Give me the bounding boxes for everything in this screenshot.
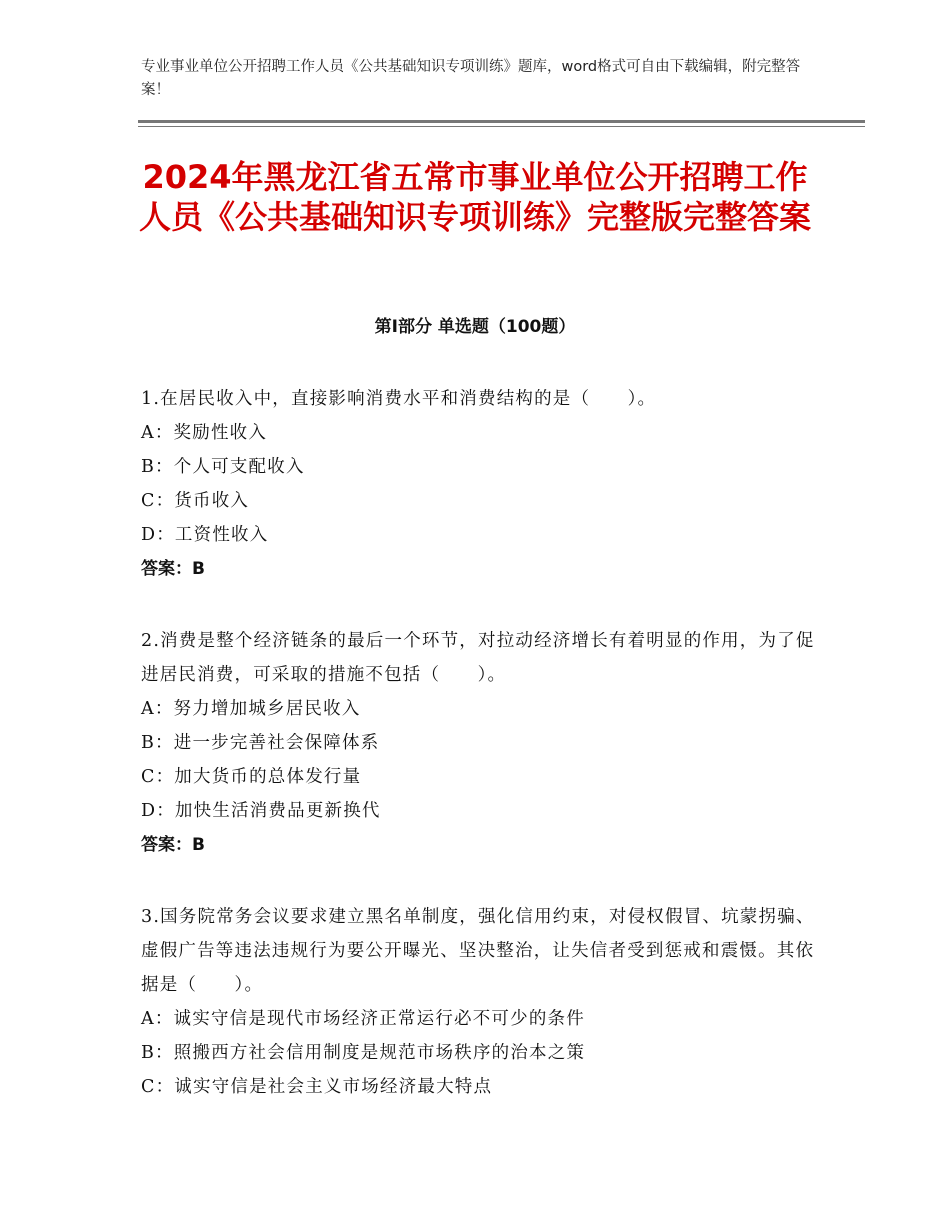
option-d: D：加快生活消费品更新换代 — [141, 801, 381, 821]
question-list — [141, 382, 821, 1142]
option-c: C：加大货币的总体发行量 — [141, 767, 362, 787]
question-2 — [141, 624, 821, 862]
option-b: B：个人可支配收入 — [141, 457, 305, 477]
option-a: A：奖励性收入 — [141, 423, 268, 443]
question-text: 3.国务院常务会议要求建立黑名单制度，强化信用约束，对侵权假冒、坑蒙拐骗、虚假广告等违法违规行为要公开曝光、坚决整治，让失信者受到惩戒和震慑。其依据是（ ）。 — [141, 907, 815, 995]
question-text: 2.消费是整个经济链条的最后一个环节，对拉动经济增长有着明显的作用，为了促进居民消费，可采取的措施不包括（ ）。 — [141, 631, 815, 685]
option-b: B：进一步完善社会保障体系 — [141, 733, 380, 753]
section-title: 第Ⅰ部分 单选题（100题） — [374, 317, 576, 337]
option-b: B：照搬西方社会信用制度是规范市场秩序的治本之策 — [141, 1043, 586, 1063]
question-text: 1.在居民收入中，直接影响消费水平和消费结构的是（ ）。 — [141, 389, 657, 409]
document-title: 2024年黑龙江省五常市事业单位公开招聘工作人员《公共基础知识专项训练》完整版完整答案 — [138, 158, 811, 236]
option-a: A：诚实守信是现代市场经济正常运行必不可少的条件 — [141, 1009, 585, 1029]
header-rule-thick — [138, 120, 865, 123]
answer: 答案：B — [141, 835, 205, 855]
option-c: C：货币收入 — [141, 491, 250, 511]
answer: 答案：B — [141, 559, 205, 579]
option-c: C：诚实守信是社会主义市场经济最大特点 — [141, 1077, 493, 1097]
question-3 — [141, 900, 821, 1104]
question-1 — [141, 382, 821, 586]
header-note: 专业事业单位公开招聘工作人员《公共基础知识专项训练》题库，word格式可自由下载编辑，附完整答案！ — [141, 59, 801, 98]
option-d: D：工资性收入 — [141, 525, 269, 545]
option-a: A：努力增加城乡居民收入 — [141, 699, 361, 719]
header-rule-thin — [138, 126, 865, 127]
